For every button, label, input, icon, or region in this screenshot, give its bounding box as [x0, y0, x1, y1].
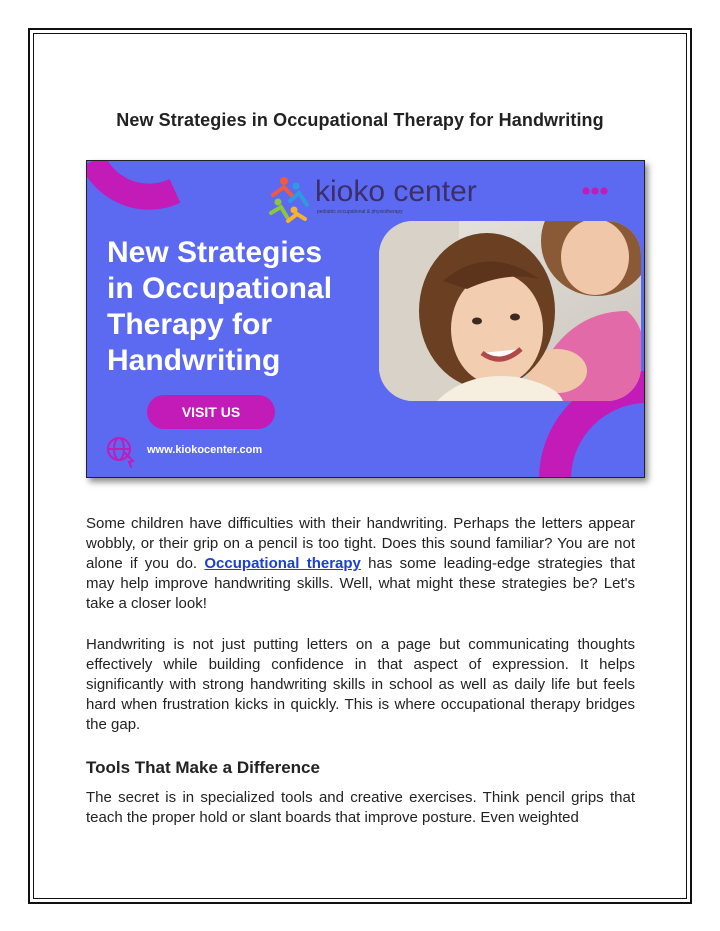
- brand-tagline: pediatric occupational & physiotherapy: [317, 209, 403, 215]
- document-title: New Strategies in Occupational Therapy for Handwriting: [116, 110, 604, 130]
- intro-paragraph: Some children have difficulties with their handwriting. Perhaps the letters appear wobbly, or their grip on a pencil is too tight. Does this sound familiar? You are not alone if you do. Occupational therapy has some leading-edge strategies that may help improve handwriting skills. Well, what might these strategies be? Let's take a closer look!: [86, 515, 635, 612]
- dot: [582, 187, 589, 194]
- dot: [600, 187, 607, 194]
- body-paragraph: Handwriting is not just putting letters on a page but communicating thoughts effectively while building confidence in that aspect of expression. It helps significantly with strong handwriting skills in school as well as daily life but feels hard when frustration kicks in quickly. This is where occupational therapy bridges the gap.: [86, 636, 635, 733]
- website-url: www.kiokocenter.com: [147, 444, 263, 456]
- headline-line-1: New Strategies: [107, 236, 323, 269]
- banner-image[interactable]: [86, 160, 645, 478]
- visit-us-button: [147, 395, 275, 429]
- section-heading: Tools That Make a Difference: [86, 758, 320, 777]
- headline-line-3: Therapy for: [107, 308, 273, 341]
- dot: [591, 187, 598, 194]
- headline-line-2: in Occupational: [107, 272, 333, 305]
- section-paragraph: The secret is in specialized tools and creative exercises. Think pencil grips that teach the proper hold or slant boards that improve posture. Even weighted: [86, 789, 635, 826]
- headline-line-4: Handwriting: [107, 344, 281, 377]
- occupational-therapy-link[interactable]: Occupational therapy: [204, 555, 361, 572]
- brand-name: kioko center: [315, 175, 477, 208]
- svg-text:VISIT US: VISIT US: [181, 404, 241, 420]
